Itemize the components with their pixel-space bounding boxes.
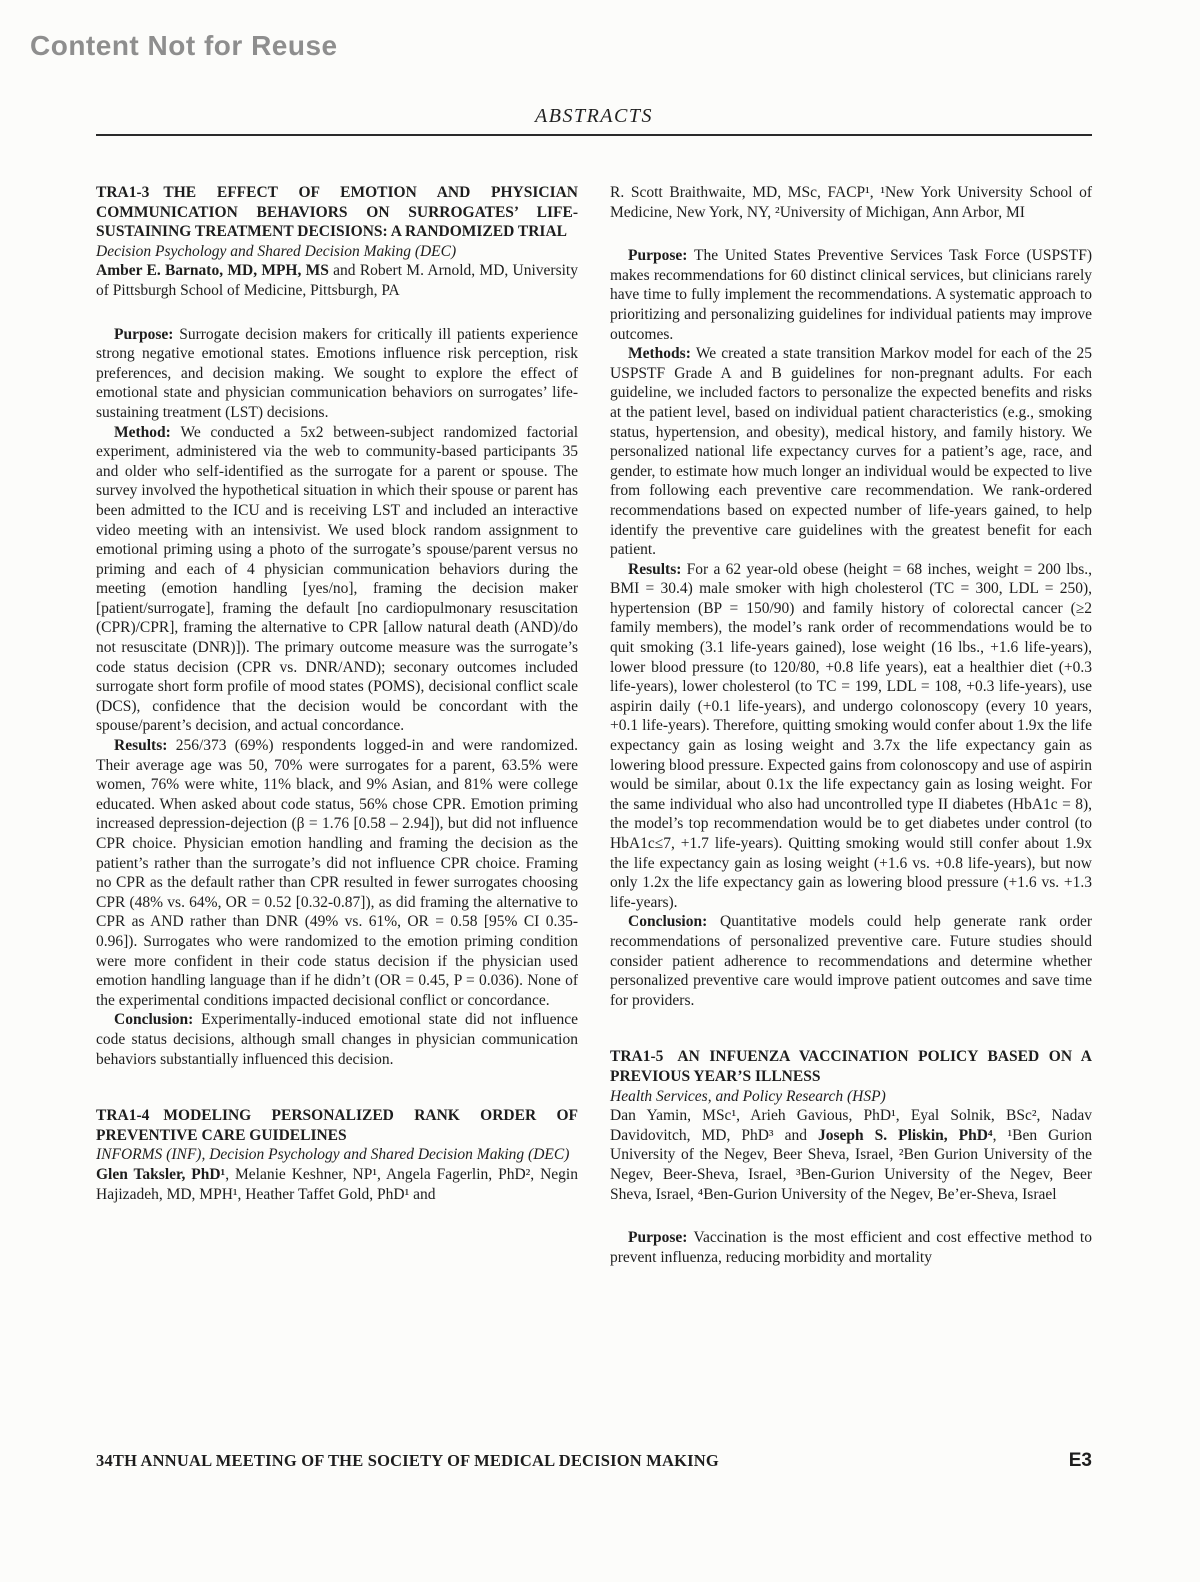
paragraph-label: Purpose: <box>628 247 695 265</box>
left-column <box>96 183 578 1267</box>
author-text: Dan Yamin, MSc¹, Arieh Gavious, PhD¹, Eyal Solnik, BSc², Nadav Davidovitch, MD, PhD³ and <box>610 1107 1092 1144</box>
paragraph-label: Results: <box>114 737 176 755</box>
abstract-title: TRA1-3 THE EFFECT OF EMOTION AND PHYSICIAN COMMUNICATION BEHAVIORS ON SURROGATES’ LIFE-SUSTAINING TREATMENT DECISIONS: A RANDOMIZED TRIAL <box>96 184 578 241</box>
abstract-paragraph: Conclusion: Experimentally-induced emotional state did not influence code status decisions, although small changes in physician communication behaviors substantially influenced this decision. <box>96 1011 578 1068</box>
author-text: , ¹Ben Gurion University of the Negev, Beer Sheva, Israel, ²Ben Gurion University of the Negev, Beer-Sheva, Israel, ³Ben-Gurion University of the Negev, Beer Sheva, Israel, ⁴Ben-Gurion University of the Negev, Be’er-Sheva, Israel <box>610 1126 1092 1203</box>
abstract-track: Decision Psychology and Shared Decision Making (DEC) <box>96 242 457 260</box>
author-name-bold: Amber E. Barnato, MD, MPH, MS <box>96 262 329 280</box>
abstract-paragraph: R. Scott Braithwaite, MD, MSc, FACP¹, ¹New York University School of Medicine, New York, NY, ²University of Michigan, Ann Arbor, MI <box>610 184 1092 221</box>
abstract-authors <box>96 1165 578 1204</box>
paragraph-label: Purpose: <box>114 325 180 343</box>
abstract-paragraph: Results: 256/373 (69%) respondents logged-in and were randomized. Their average age was 50, 70% were surrogates for a parent, 63.5% were women, 76% were white, 11% black, and 9% Asian, and 81% were college educated. When asked about code status, 56% chose CPR. Emotion priming increased depression-dejection (β = 1.76 [0.58 – 2.94]), but did not influence CPR choice. Physician emotion handling and framing the decision as the patient’s rather than the surrogate’s did not influence CPR choice. Framing no CPR as the default rather than CPR resulted in fewer surrogates choosing CPR (48% vs. 64%, OR = 0.52 [0.32-0.87]), as did framing the alternative to CPR as AND rather than DNR (49% vs. 61%, OR = 0.58 [95% CI 0.35-0.96]). Surrogates who were randomized to the emotion priming condition were more confident in their code status decision if the physician used emotion handling language than if he didn’t (OR = 0.45, P = 0.036). None of the experimental conditions impacted decisional conflict or concordance. <box>96 737 578 1009</box>
paragraph-label: Results: <box>628 560 687 578</box>
paragraph-label: Purpose: <box>628 1229 694 1247</box>
abstract-paragraph: Results: For a 62 year-old obese (height = 68 inches, weight = 200 lbs., BMI = 30.4) male smoker with high cholesterol (TC = 300, LDL = 250), hypertension (BP = 150/90) and family history of colorectal cancer (≥2 family members), the model’s rank order of recommendations would be to quit smoking (3.1 life-years gained), lose weight (16 lbs., +1.6 life-years), lower blood pressure (to 120/80, +0.8 life years), eat a healthier diet (+0.3 life-years), lower cholesterol (to TC = 199, LDL = 108, +0.3 life-years), use aspirin daily (+0.1 life-years), and undergo colonoscopy (every 10 years, +0.1 life-years). Therefore, quitting smoking would confer about 1.9x the life expectancy gain as losing weight and 3.7x the life expectancy gain as lowering blood pressure. Expected gains from colonoscopy and use of aspirin would be similar, about 0.1x the life expectancy gain as losing weight. For the same individual who also had uncontrolled type II diabetes (HbA1c = 8), the model’s top recommendation would be to get diabetes under control (to HbA1c≤7, +1.7 life-years). Quitting smoking would still confer about 1.9x the life expectancy gain as losing weight (+1.6 vs. +0.8 life-years), but now only 1.2x the life expectancy gain as lowering blood pressure (+1.6 vs. +1.3 life-years). <box>610 560 1092 911</box>
abstract-code: TRA1-4 <box>96 1107 150 1125</box>
abstract-paragraph: Conclusion: Quantitative models could help generate rank order recommendations of personalized preventive care. Future studies should consider patient adherence to recommendations and determine whether personalized preventive care would improve patient outcomes and save time for providers. <box>610 913 1092 1009</box>
abstract-track: INFORMS (INF), Decision Psychology and Shared Decision Making (DEC) <box>96 1146 570 1164</box>
watermark-text: Content Not for Reuse <box>30 30 338 61</box>
paragraph-label: Method: <box>114 423 181 441</box>
author-text: and Robert M. Arnold, MD, University of Pittsburgh School of Medicine, Pittsburgh, PA <box>96 262 578 299</box>
paragraph-label: Methods: <box>628 345 696 363</box>
abstract-title: TRA1-4 MODELING PERSONALIZED RANK ORDER OF PREVENTIVE CARE GUIDELINES <box>96 1107 578 1144</box>
abstract-authors <box>96 261 578 300</box>
footer-page-number: E3 <box>1068 1450 1092 1471</box>
abstract-code: TRA1-5 <box>610 1048 664 1066</box>
author-name-bold: Joseph S. Pliskin, PhD⁴ <box>817 1126 993 1144</box>
abstract-title: TRA1-5 AN INFUENZA VACCINATION POLICY BASED ON A PREVIOUS YEAR’S ILLNESS <box>610 1048 1092 1085</box>
abstract-paragraph: Purpose: Surrogate decision makers for critically ill patients experience strong negative emotional states. Emotions influence risk perception, risk preferences, and decision making. We sought to explore the effect of emotional state and physician communication behaviors on surrogates’ life-sustaining treatment (LST) decisions. <box>96 325 578 421</box>
page-header: ABSTRACTS <box>535 105 653 127</box>
paragraph-label: Conclusion: <box>114 1011 202 1029</box>
abstract-code: TRA1-3 <box>96 184 150 201</box>
abstract-paragraph: Purpose: The United States Preventive Services Task Force (USPSTF) makes recommendations for 60 distinct clinical services, but clinicians rarely have time to fully implement the recommendations. A systematic approach to prioritizing and personalizing guidelines for individual patients may improve outcomes. <box>610 247 1092 343</box>
footer-meeting-title: 34TH ANNUAL MEETING OF THE SOCIETY OF MEDICAL DECISION MAKING <box>96 1451 719 1470</box>
header-rule <box>96 134 1092 136</box>
abstract-paragraph: Methods: We created a state transition Markov model for each of the 25 USPSTF Grade A and B guidelines for non-pregnant adults. For each guideline, we included factors to personalize the expected benefits and risks at the patient level, based on individual patient characteristics (e.g., smoking status, hypertension, and obesity), medical history, and family history. We personalized national life expectancy curves for a patient’s age, race, and gender, to estimate how much longer an individual would be expected to live from following each preventive care recommendation. We rank-ordered recommendations based on expected number of life-years gained, to help identify the preventive care guidelines with the greatest benefit for each patient. <box>610 345 1093 559</box>
abstract-track: Health Services, and Policy Research (HSP) <box>610 1087 886 1105</box>
abstracts-content <box>96 183 1092 1267</box>
abstract-authors <box>610 1106 1092 1204</box>
abstract-paragraph: Method: We conducted a 5x2 between-subject randomized factorial experiment, administered via the web to community-based participants 35 and older who self-identified as the surrogate for a parent or spouse. The survey involved the hypothetical situation in which their spouse or parent has been admitted to the ICU and is receiving LST and included an interactive video meeting with an intensivist. We used block random assignment to emotional priming using a photo of the surrogate’s spouse/parent versus no priming and each of 4 physician communication behaviors during the meeting (emotion handling [yes/no], framing the decision maker [patient/surrogate], framing the default [no cardiopulmonary resuscitation (CPR)/CPR], framing the alternative to CPR [allow natural death (AND)/do not resuscitate (DNR)]). The primary outcome measure was the surrogate’s code status decision (CPR vs. DNR/AND); seconary outcomes included surrogate short form profile of mood states (POMS), decisional conflict scale (DCS), confidence that the decision would be concordant with the spouse/parent’s decision, and actual concordance. <box>96 423 579 735</box>
author-text: , Melanie Keshner, NP¹, Angela Fagerlin, PhD², Negin Hajizadeh, MD, MPH¹, Heather Taffet Gold, PhD¹ and <box>96 1165 578 1203</box>
right-column <box>610 183 1092 1267</box>
abstract-paragraph: Purpose: Vaccination is the most efficient and cost effective method to prevent influenza, reducing morbidity and mortality <box>610 1229 1092 1266</box>
page-footer <box>96 1450 1092 1472</box>
paragraph-label: Conclusion: <box>628 913 721 931</box>
author-name-bold: Glen Taksler, PhD¹ <box>96 1165 226 1183</box>
